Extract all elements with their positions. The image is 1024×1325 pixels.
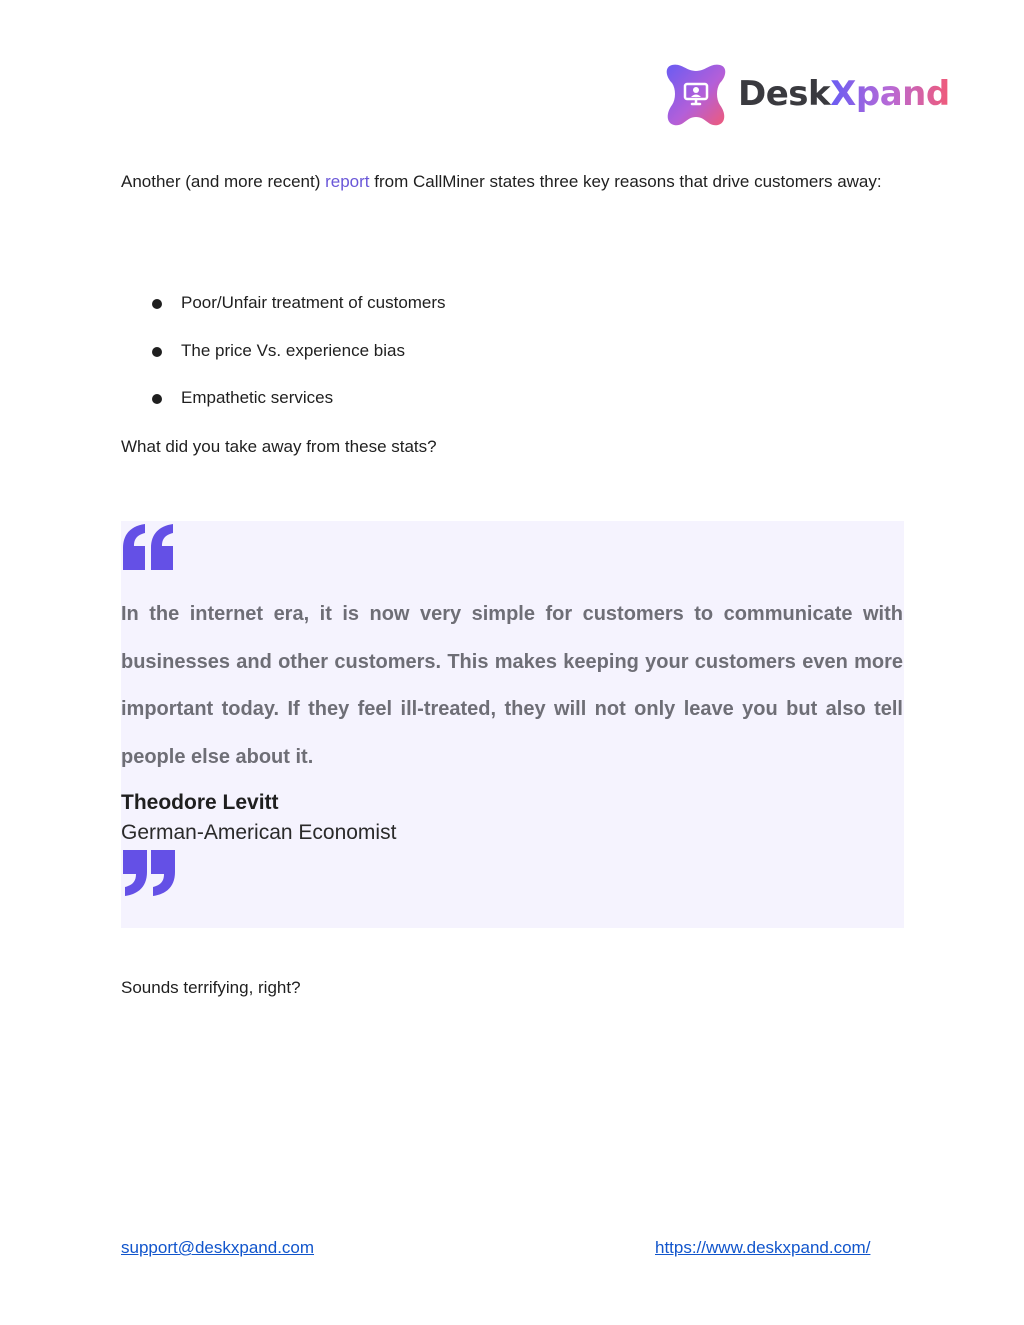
deskxpand-logo-icon — [664, 61, 728, 127]
brand-logo[interactable] — [664, 60, 950, 128]
quote-author-role: German-American Economist — [121, 821, 397, 844]
quote-text: In the internet era, it is now very simple for customers to communicate with businesses and other customers. This makes keeping your customers even more important today. If they feel ill-treated, they will not only leave you but also tell people else about it. — [121, 603, 903, 769]
quote-block — [121, 521, 904, 928]
intro-text-before: Another (and more recent) — [121, 172, 326, 191]
intro-text-after: from CallMiner states three key reasons that drive customers away: — [369, 172, 882, 191]
logo-text-xpand: Xpand — [830, 74, 950, 114]
question-text: What did you take away from these stats? — [121, 437, 437, 456]
list-item — [121, 388, 446, 436]
list-item — [121, 341, 446, 389]
list-item — [121, 293, 446, 341]
report-link[interactable]: report — [325, 172, 370, 191]
footer-email-link[interactable]: support@deskxpand.com — [121, 1238, 315, 1257]
quote-author: Theodore Levitt — [121, 791, 279, 814]
open-quote-icon — [121, 524, 177, 572]
closing-text: Sounds terrifying, right? — [121, 978, 301, 997]
bullet-icon — [152, 299, 162, 309]
logo-text-desk: Desk — [738, 74, 831, 114]
list-item-text: Poor/Unfair treatment of customers — [181, 293, 446, 312]
list-item-text: The price Vs. experience bias — [181, 340, 405, 360]
intro-paragraph — [121, 158, 903, 206]
logo-wordmark — [738, 74, 950, 114]
list-item-text: Empathetic services — [181, 388, 334, 407]
footer-website-link[interactable]: https://www.deskxpand.com/ — [655, 1238, 871, 1257]
bullet-icon — [152, 394, 162, 404]
reasons-list — [121, 293, 446, 436]
close-quote-icon — [121, 848, 177, 896]
bullet-icon — [152, 347, 162, 357]
